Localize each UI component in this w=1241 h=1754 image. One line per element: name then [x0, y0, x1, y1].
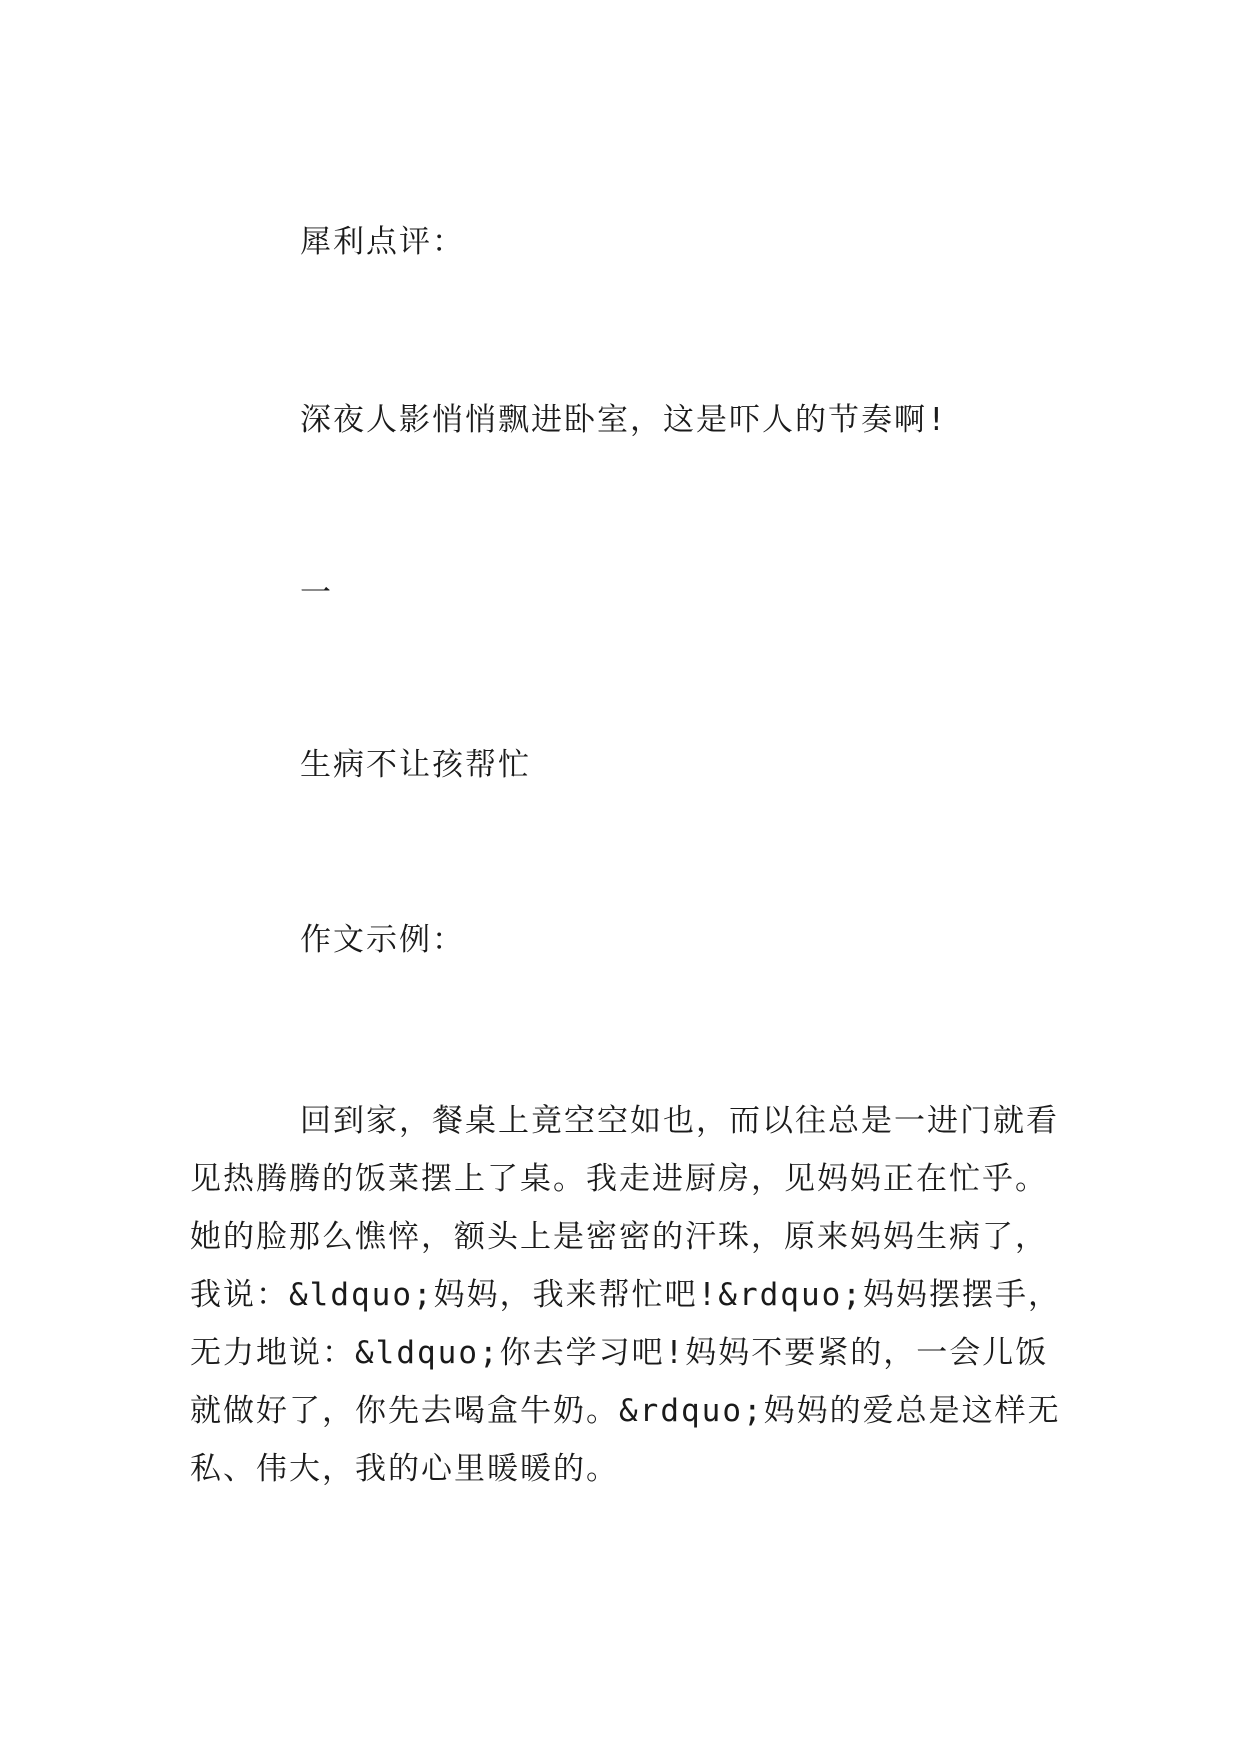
review-text: 深夜人影悄悄飘进卧室，这是吓人的节奏啊!	[300, 402, 948, 438]
section-number: 一	[300, 575, 333, 611]
example-label: 作文示例：	[300, 922, 465, 958]
section-title: 生病不让孩帮忙	[300, 747, 531, 783]
example-paragraph: 回到家，餐桌上竟空空如也，而以往总是一进门就看见热腾腾的饭菜摆上了桌。我走进厨房，见妈妈正在忙乎。她的脸那么憔悴，额头上是密密的汗珠，原来妈妈生病了，我说：&ldquo;妈妈，我来帮忙吧!&rdquo;妈妈摆摆手，无力地说：&ldquo;你去学习吧!妈妈不要紧的，一会儿饭就做好了，你先去喝盒牛奶。&rdquo;妈妈的爱总是这样无私、伟大，我的心里暖暖的。	[190, 1103, 1061, 1487]
review-heading: 犀利点评：	[300, 224, 465, 260]
